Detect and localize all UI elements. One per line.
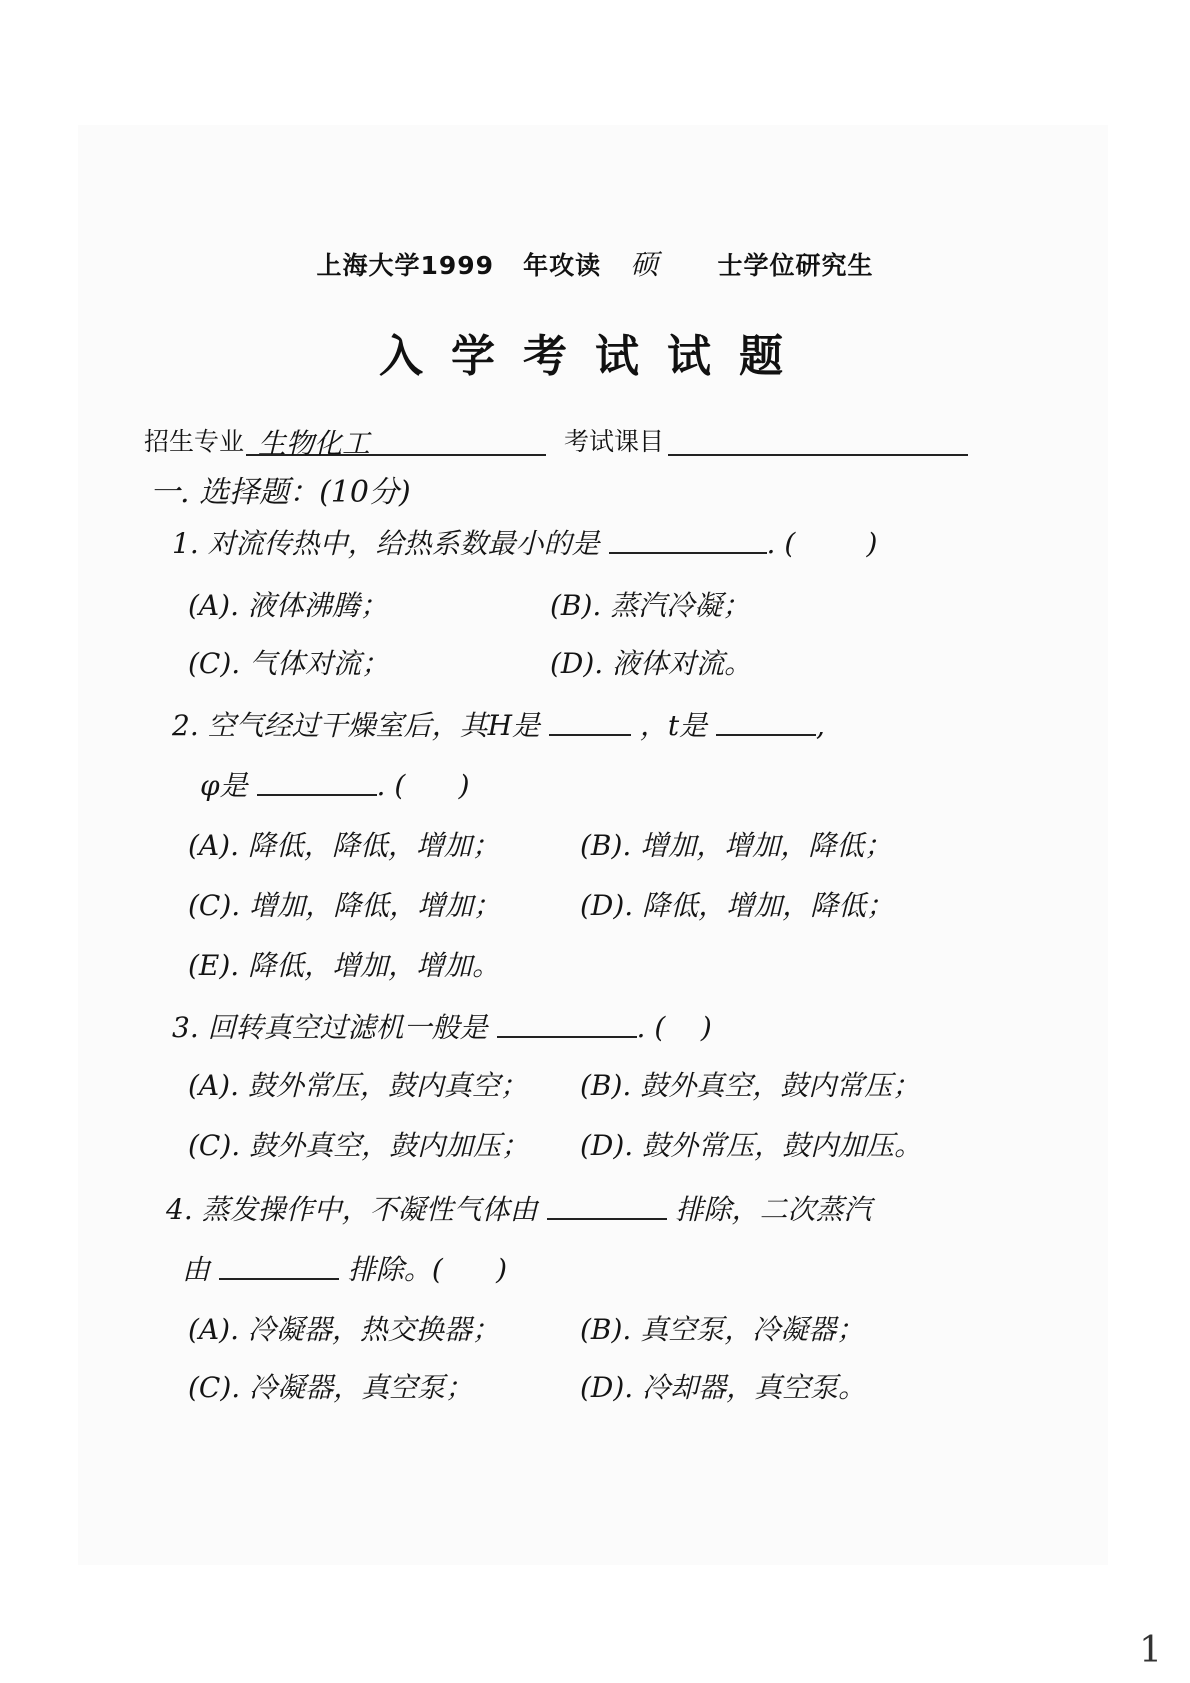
option-4a: (A). 冷凝器，热交换器； <box>188 1313 500 1346</box>
question-1-stem: 1. 对流传热中，给热系数最小的是 . ( ) <box>172 527 878 560</box>
option-2a: (A). 降低，降低，增加； <box>188 829 500 862</box>
subject-label: 考试课目 <box>564 427 665 456</box>
question-2-text-mid: ，t是 <box>639 709 708 742</box>
option-2e: (E). 降低，增加，增加。 <box>188 949 501 982</box>
option-3a: (A). 鼓外常压，鼓内真空； <box>188 1069 528 1102</box>
exam-info-row <box>144 422 1044 462</box>
option-3d: (D). 鼓外常压，鼓内加压。 <box>580 1129 923 1162</box>
option-2c: (C). 增加，降低，增加； <box>188 889 502 922</box>
exam-title-line <box>0 243 1190 283</box>
question-4-text-mid: 排除，二次蒸汽 <box>675 1193 872 1226</box>
title-mid: 年攻读 <box>523 251 602 280</box>
option-3c: (C). 鼓外真空，鼓内加压； <box>188 1129 530 1162</box>
page-number: 1 <box>1139 1630 1162 1671</box>
answer-paren-open: ( <box>394 769 406 802</box>
option-4d: (D). 冷却器，真空泵。 <box>580 1371 867 1404</box>
answer-paren-close: ) <box>496 1253 508 1286</box>
question-2-stem-line2: φ是 . ( ) <box>200 769 470 802</box>
answer-blank <box>609 538 767 554</box>
question-2-text-line2: φ是 <box>200 769 248 802</box>
question-3-text: 3. 回转真空过滤机一般是 <box>172 1011 488 1044</box>
answer-paren-close: ) <box>700 1011 712 1044</box>
option-3b: (B). 鼓外真空，鼓内常压； <box>580 1069 921 1102</box>
answer-blank <box>219 1264 339 1280</box>
question-4-stem-line2 <box>182 1253 508 1286</box>
question-4-stem <box>166 1193 872 1226</box>
question-3-stem: 3. 回转真空过滤机一般是 . ( ) <box>172 1011 712 1044</box>
answer-blank <box>549 720 631 736</box>
question-1-text: 1. 对流传热中，给热系数最小的是 <box>172 527 600 560</box>
section-heading: 一. 选择题：(10分) <box>150 475 411 510</box>
option-1a: (A). 液体沸腾； <box>188 589 388 622</box>
option-1d: (D). 液体对流。 <box>550 647 753 680</box>
option-4b: (B). 真空泵，冷凝器； <box>580 1313 865 1346</box>
option-1c: (C). 气体对流； <box>188 647 390 680</box>
title-suffix: 士学位研究生 <box>717 251 874 280</box>
answer-paren-open: ( <box>654 1011 666 1044</box>
answer-blank <box>716 720 816 736</box>
question-4-text-line2: 由 <box>182 1253 211 1286</box>
main-title: 入学考试试题 <box>379 331 811 382</box>
answer-blank <box>257 780 377 796</box>
question-2-stem: 2. 空气经过干燥室后，其H是 ，t是 , <box>172 709 825 742</box>
subject-value <box>668 422 968 456</box>
answer-paren-close: ) <box>458 769 470 802</box>
option-2b: (B). 增加，增加，降低； <box>580 829 893 862</box>
answer-paren-close: ) <box>866 527 878 560</box>
major-value: 生物化工 <box>246 422 546 456</box>
answer-blank <box>547 1204 667 1220</box>
answer-blank <box>497 1022 637 1038</box>
degree-handwritten: 硕 <box>630 248 660 281</box>
title-prefix: 上海大学1999 <box>316 251 495 280</box>
option-2d: (D). 降低，增加，降低； <box>580 889 895 922</box>
question-2-text: 2. 空气经过干燥室后，其H是 <box>172 709 541 742</box>
answer-paren-open: ( <box>784 527 796 560</box>
major-label: 招生专业 <box>144 427 245 456</box>
question-4-text-line2-tail: 排除。( <box>347 1253 443 1286</box>
question-4-text: 4. 蒸发操作中，不凝性气体由 <box>166 1193 538 1226</box>
option-4c: (C). 冷凝器，真空泵； <box>188 1371 474 1404</box>
option-1b: (B). 蒸汽冷凝； <box>550 589 751 622</box>
